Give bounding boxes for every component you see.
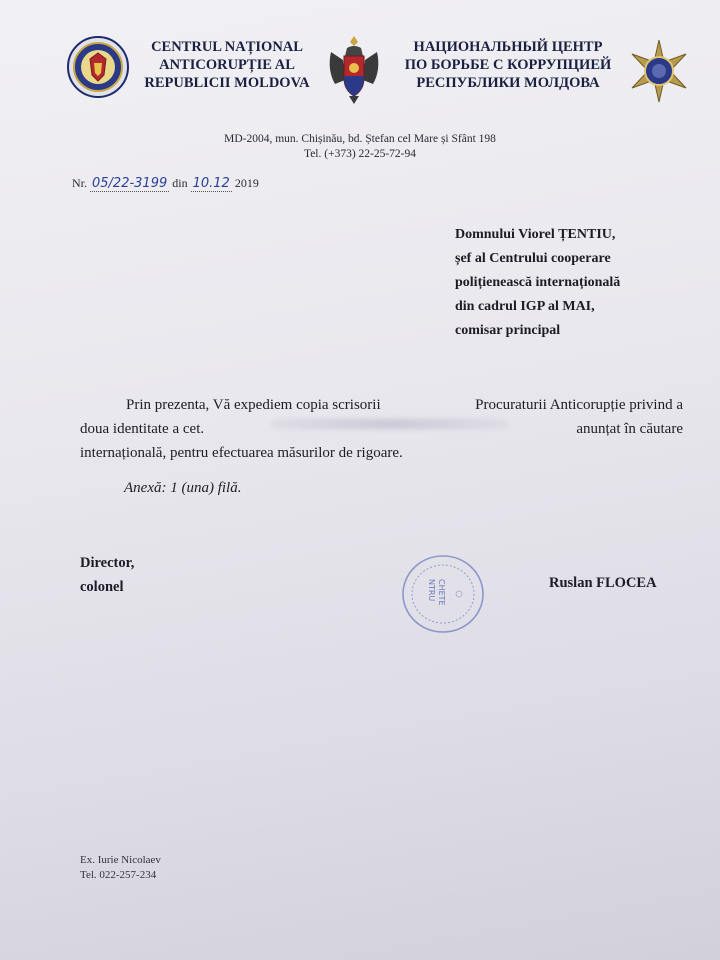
header-ru-line2: ПО БОРЬБЕ С КОРРУПЦИЕЙ [404,57,612,73]
annex-note: Anexă: 1 (una) filă. [124,480,242,496]
signee-name: Ruslan FLOCEA [549,575,657,591]
address-block [160,132,560,162]
addressee-line2: șef al Centrului cooperare [455,251,611,266]
body-line2-b: anunțat în căutare [576,421,683,437]
addressee-line5: comisar principal [455,323,561,338]
header-ro-line3: REPUBLICII MOLDOVA [144,75,310,91]
address-phone: Tel. (+373) 22-25-72-94 [303,148,417,160]
redacted-name [271,417,509,431]
signer-title [80,551,134,599]
header-ru-line3: РЕСПУБЛИКИ МОЛДОВА [416,75,600,91]
moldova-coat-of-arms-icon [325,32,383,108]
header-ro-line1: CENTRUL NAȚIONAL [151,39,303,55]
footer-executor [80,853,161,883]
signer-title-line1: Director, [80,555,135,571]
header-ru-line1: НАЦИОНАЛЬНЫЙ ЦЕНТР [413,39,603,55]
addressee-line3: polițienească internațională [455,275,621,290]
body-line2-a: doua identitate a cet. [80,421,205,437]
ref-from-label: din [172,176,188,190]
stamp-text-line1: NTRU [427,579,436,602]
address-street: MD-2004, mun. Chișinău, bd. Ștefan cel Mare și Sfânt 198 [224,133,496,145]
reference-line [72,176,259,192]
star-badge-icon [626,38,692,104]
addressee-block [455,223,620,343]
ref-number: 05/22-3199 [92,176,168,191]
footer-executor-name: Ex. Iurie Nicolaev [80,854,161,866]
addressee-line4: din cadrul IGP al MAI, [455,299,595,314]
header-romanian [138,38,316,92]
ref-year: 2019 [234,176,259,190]
body-line-3: internațională, pentru efectuarea măsurilor de rigoare. [80,445,403,461]
body-line-2 [80,417,683,441]
signer-title-line2: colonel [80,579,124,595]
stamp-text-line2: CHETE [437,579,446,606]
body-line-1 [80,393,683,417]
body-line1-start: Prin prezenta, Vă expediem copia scrisorii [126,397,381,413]
official-stamp [393,549,503,639]
anticorruption-seal-icon [66,35,130,99]
footer-executor-phone: Tel. 022-257-234 [80,869,157,881]
body-line1-end: Procuraturii Anticorupție privind a [475,397,683,413]
ref-date: 10.12 [192,176,230,191]
header-ro-line2: ANTICORUPȚIE AL [159,57,295,73]
letter-body [80,393,683,465]
ref-nr-label: Nr. [72,176,87,190]
addressee-line1: Domnului Viorel ȚENTIU, [455,227,616,242]
header-russian [392,38,624,92]
